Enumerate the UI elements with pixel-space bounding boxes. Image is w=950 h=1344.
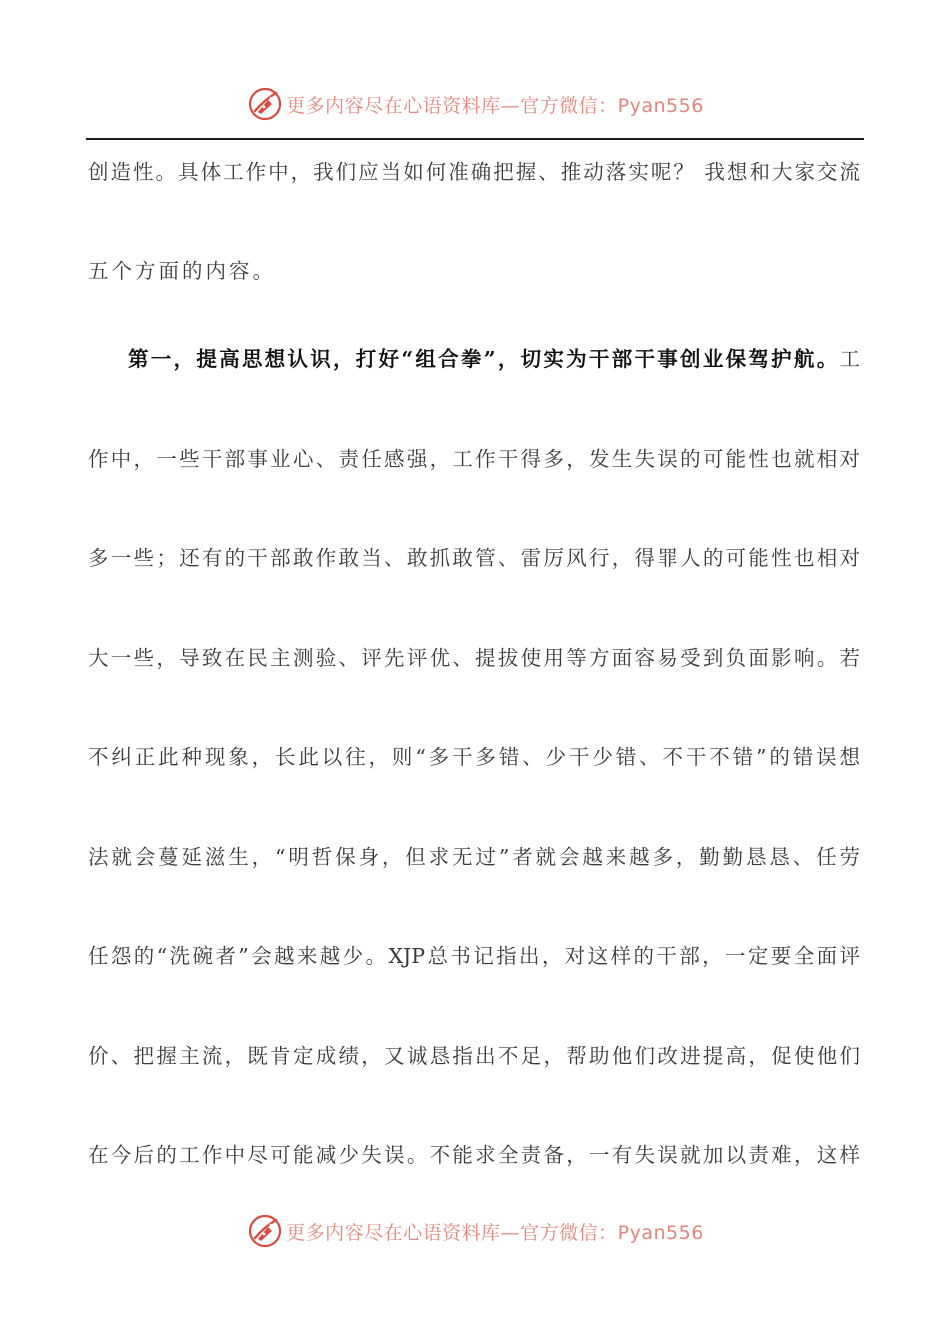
footer-banner — [0, 1211, 950, 1251]
section-heading-line — [128, 345, 860, 373]
section-heading-continuation: 工 — [839, 347, 860, 371]
pen-nib-logo-icon — [246, 1212, 284, 1250]
body-line-1: 创造性。具体工作中，我们应当如何准确把握、推动落实呢？ 我想和大家交流 — [88, 160, 860, 184]
body-line-11: 在今后的工作中尽可能减少失误。不能求全责备，一有失误就加以责难，这样 — [88, 1143, 860, 1167]
header-divider — [86, 138, 864, 140]
body-line-2: 五个方面的内容。 — [88, 259, 276, 283]
body-line-8: 法就会蔓延滋生，“明哲保身，但求无过”者就会越来越多，勤勤恳恳、任劳 — [88, 845, 860, 869]
body-line-6: 大一些，导致在民主测验、评先评优、提拔使用等方面容易受到负面影响。若 — [88, 646, 860, 670]
section-heading: 第一，提高思想认识，打好“组合拳”，切实为干部干事创业保驾护航。 — [128, 347, 840, 371]
banner-text: 更多内容尽在心语资料库—官方微信：Pyan556 — [286, 1221, 704, 1244]
banner-text: 更多内容尽在心语资料库—官方微信：Pyan556 — [286, 94, 704, 117]
banner-handle: Pyan556 — [617, 1221, 704, 1244]
banner-handle: Pyan556 — [617, 94, 704, 117]
body-line-7: 不纠正此种现象，长此以往，则“多干多错、少干少错、不干不错”的错误想 — [88, 745, 860, 769]
pen-nib-logo-icon — [246, 85, 284, 123]
header-banner — [0, 84, 950, 124]
body-line-9: 任怨的“洗碗者”会越来越少。XJP总书记指出，对这样的干部，一定要全面评 — [88, 944, 860, 968]
body-line-10: 价、把握主流，既肯定成绩，又诚恳指出不足，帮助他们改进提高，促使他们 — [88, 1044, 860, 1068]
body-line-5: 多一些；还有的干部敢作敢当、敢抓敢管、雷厉风行，得罪人的可能性也相对 — [88, 546, 860, 570]
body-line-4: 作中，一些干部事业心、责任感强，工作干得多，发生失误的可能性也就相对 — [88, 447, 860, 471]
